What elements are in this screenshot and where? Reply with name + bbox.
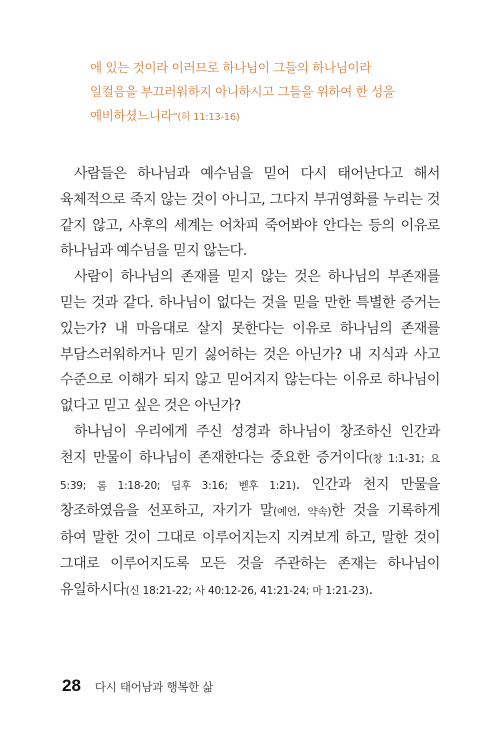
paragraph-3-part-1: 하나님이 우리에게 주신 성경과 하나님이 창조하신 인간과 천지 만물이 하나님이 존재한다는 중요한 증거이다 xyxy=(60,423,440,466)
page-footer xyxy=(62,676,213,696)
paragraph-2 xyxy=(60,265,440,420)
scripture-quote xyxy=(90,56,410,130)
page-number: 28 xyxy=(62,676,81,695)
scripture-reference-1: (창 1:1-31; 요 5:39; 롬 1:18-20; 딤후 3:16; 벧후 1:21) xyxy=(60,452,440,492)
quote-reference: ”(히 11:13-16) xyxy=(172,112,240,123)
quote-text: 에 있는 것이라 이러므로 하나님이 그들의 하나님이라 일컬음을 부끄러워하지 아니하시고 그들을 위하여 한 성을 예비하셨느니라 xyxy=(90,60,395,123)
scripture-reference-3: (신 18:21-22; 사 40:12-26, 41:21-24; 마 1:21-23) xyxy=(125,584,369,597)
paragraph-1-text: 사람들은 하나님과 예수님을 믿어 다시 태어난다고 해서 육체적으로 죽지 않는 것이 아니고, 그다지 부귀영화를 누리는 것 같지 않고, 사후의 세계는 어차피 죽어봐야 안다는 등의 이유로 하나님과 예수님을 믿지 않는다. xyxy=(60,166,440,260)
body-text xyxy=(60,162,440,605)
book-title: 다시 태어남과 행복한 삶 xyxy=(94,680,214,694)
paragraph-3 xyxy=(60,420,440,605)
paragraph-3-part-2: . 인간과 천지 만물을 창조하였음을 선포하고, 자기가 말 xyxy=(60,476,440,520)
paragraph-3-part-4: . xyxy=(368,581,373,598)
paragraph-3-part-3: 한 것을 기록하게 하여 말한 것이 그대로 이루어지는지 지켜보게 하고, 말한 것이 그대로 이루어지도록 모든 것을 주관하는 존재는 하나님이 유일하시다 xyxy=(60,503,440,598)
paragraph-1 xyxy=(60,162,440,265)
paragraph-2-text: 사람이 하나님의 존재를 믿지 않는 것은 하나님의 부존재를 믿는 것과 같다. 하나님이 없다는 것을 믿을 만한 특별한 증거는 있는가? 내 마음대로 살지 못한다는 이유로 하나님의 존재를 부담스러워하거나 믿기 싫어하는 것은 아닌가? 내 지식과 사고 수준으로 이해가 되지 않고 믿어지지 않는다는 이유로 하나님이 없다고 믿고 싶은 것은 아닌가? xyxy=(60,269,440,415)
scripture-reference-2: (예언, 약속) xyxy=(273,506,332,519)
